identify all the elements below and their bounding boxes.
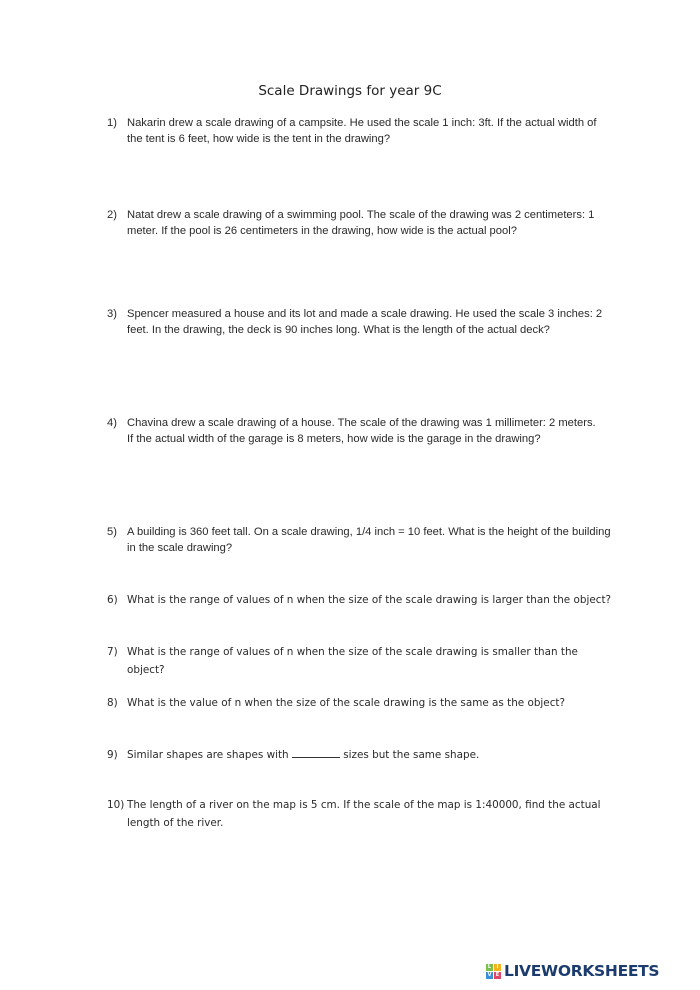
live-blocks-icon — [486, 964, 501, 979]
answer-blank[interactable] — [292, 747, 340, 758]
question-number: 1) — [107, 117, 117, 129]
question-text-before: Similar shapes are shapes with — [127, 749, 289, 761]
question-number: 3) — [107, 308, 117, 320]
question-number: 2) — [107, 209, 117, 221]
question-5 — [107, 524, 611, 556]
logo-text: LIVEWORKSHEETS — [504, 962, 660, 980]
question-4 — [107, 415, 607, 447]
question-text — [127, 746, 607, 764]
page-title: Scale Drawings for year 9C — [258, 83, 442, 99]
question-number: 4) — [107, 417, 117, 429]
question-10 — [107, 796, 607, 832]
question-6 — [107, 591, 627, 609]
question-text: What is the range of values of n when the size of the scale drawing is larger than the object? — [127, 594, 612, 606]
logo-letter-e: E — [495, 972, 500, 978]
question-text: What is the range of values of n when the size of the scale drawing is smaller than the object? — [127, 646, 578, 676]
question-text: The length of a river on the map is 5 cm. If the scale of the map is 1:40000, find the actual length of the river. — [127, 799, 601, 829]
question-number: 9) — [107, 749, 118, 761]
question-text: Spencer measured a house and its lot and made a scale drawing. He used the scale 3 inches: 2 feet. In the drawing, the deck is 90 inches long. What is the length of the actual deck? — [127, 308, 603, 336]
question-8 — [107, 694, 607, 712]
question-text: What is the value of n when the size of the scale drawing is the same as the object? — [127, 697, 566, 709]
question-1 — [107, 115, 607, 147]
question-text-after: sizes but the same shape. — [343, 749, 480, 761]
question-number: 7) — [107, 646, 118, 658]
liveworksheets-logo — [486, 962, 659, 980]
question-number: 5) — [107, 526, 117, 538]
question-3 — [107, 306, 607, 338]
question-text: Nakarin drew a scale drawing of a campsite. He used the scale 1 inch: 3ft. If the actual width of the tent is 6 feet, how wide is the tent in the drawing? — [127, 117, 597, 145]
logo-letter-i: I — [494, 964, 501, 971]
question-number: 6) — [107, 594, 118, 606]
question-7 — [107, 643, 607, 679]
question-text: Natat drew a scale drawing of a swimming pool. The scale of the drawing was 2 centimeters: 1 meter. If the pool is 26 centimeters in the drawing, how wide is the actual pool? — [127, 209, 595, 237]
question-number: 8) — [107, 697, 118, 709]
logo-letter-l: L — [487, 964, 492, 970]
question-2 — [107, 207, 607, 239]
question-number: 10) — [107, 799, 125, 811]
question-text: Chavina drew a scale drawing of a house. The scale of the drawing was 1 millimeter: 2 meters. If the actual width of the garage is 8 meters, how wide is the garage in the drawing? — [127, 417, 596, 445]
question-9 — [107, 746, 607, 764]
question-text: A building is 360 feet tall. On a scale drawing, 1/4 inch = 10 feet. What is the height of the building in the scale drawing? — [127, 526, 611, 554]
logo-letter-v: V — [487, 972, 492, 978]
